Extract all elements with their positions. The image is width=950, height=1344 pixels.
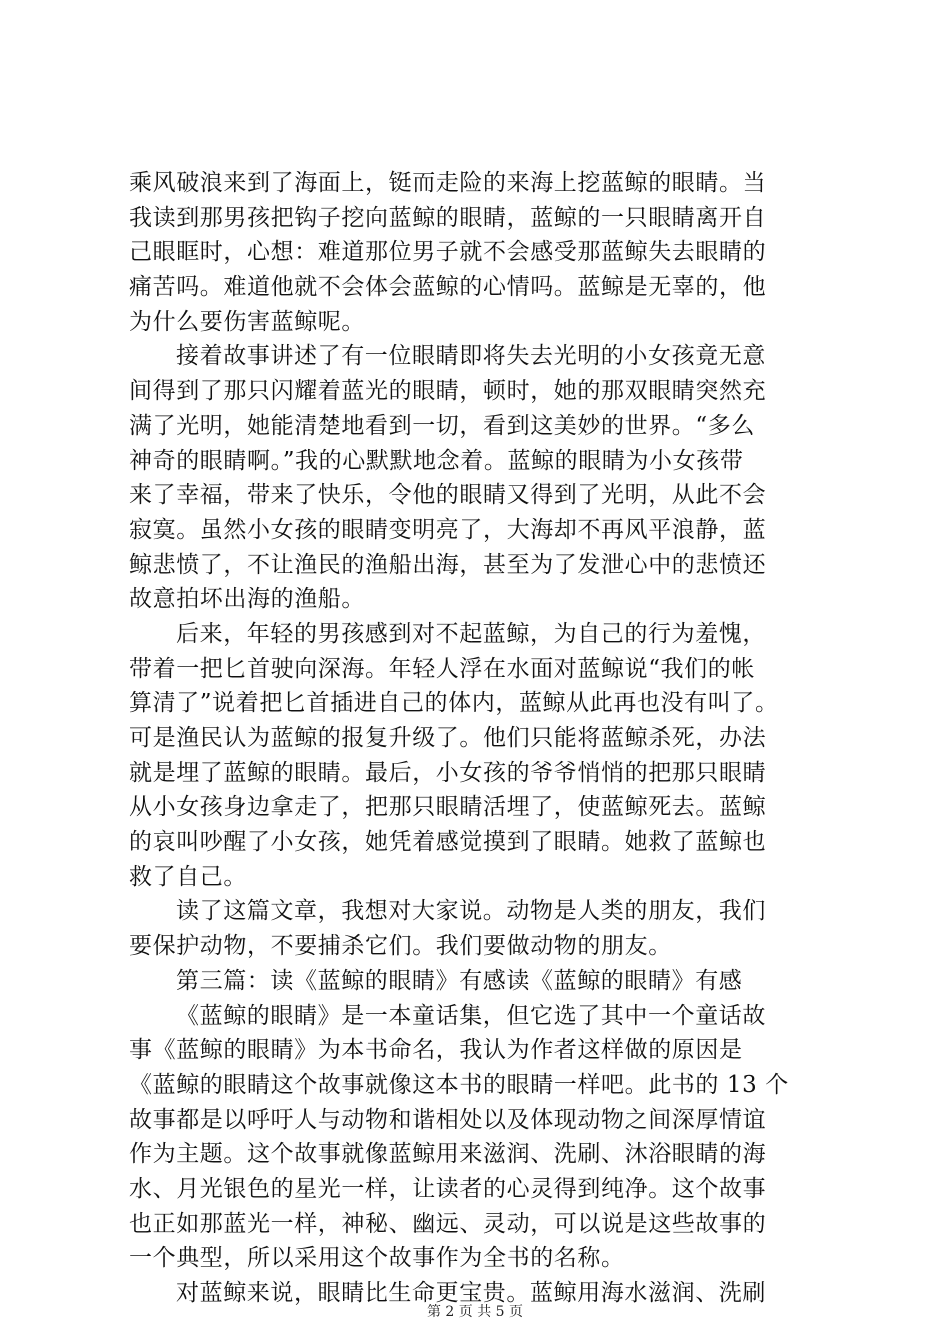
text-line: 从小女孩身边拿走了，把那只眼睛活埋了，使蓝鲸死去。蓝鲸 bbox=[129, 794, 767, 821]
text-line: 《蓝鲸的眼睛这个故事就像这本书的眼睛一样吧。此书的 13 个 bbox=[129, 1071, 789, 1098]
text-line: 来了幸福，带来了快乐，令他的眼睛又得到了光明，从此不会 bbox=[129, 482, 767, 509]
text-line: 对蓝鲸来说，眼睛比生命更宝贵。蓝鲸用海水滋润、洗刷 bbox=[176, 1280, 766, 1306]
text-line: 可是渔民认为蓝鲸的报复升级了。他们只能将蓝鲸杀死，办法 bbox=[129, 725, 767, 751]
text-line: 读了这篇文章，我想对大家说。动物是人类的朋友，我们 bbox=[176, 898, 766, 925]
text-line: 一个典型，所以采用这个故事作为全书的名称。 bbox=[129, 1245, 625, 1272]
text-line: 满了光明，她能清楚地看到一切，看到这美妙的世界。“多么 bbox=[129, 412, 755, 439]
text-line: 水、月光银色的星光一样，让读者的心灵得到纯净。这个故事 bbox=[129, 1175, 767, 1202]
text-line: 乘风破浪来到了海面上，铤而走险的来海上挖蓝鲸的眼睛。当 bbox=[129, 170, 767, 196]
text-line: 后来，年轻的男孩感到对不起蓝鲸，为自己的行为羞愧， bbox=[176, 620, 766, 647]
text-line: 寂寞。虽然小女孩的眼睛变明亮了，大海却不再风平浪静，蓝 bbox=[129, 516, 767, 543]
text-line: 第三篇：读《蓝鲸的眼睛》有感读《蓝鲸的眼睛》有感 bbox=[176, 967, 743, 994]
text-line: 要保护动物，不要捕杀它们。我们要做动物的朋友。 bbox=[129, 933, 672, 960]
text-line: 鲸悲愤了，不让渔民的渔船出海，甚至为了发泄心中的悲愤还 bbox=[129, 551, 767, 578]
text-line: 我读到那男孩把钩子挖向蓝鲸的眼睛，蓝鲸的一只眼睛离开自 bbox=[129, 204, 767, 231]
text-line: 也正如那蓝光一样，神秘、幽远、灵动，可以说是这些故事的 bbox=[129, 1210, 767, 1237]
text-line: 算清了”说着把匕首插进自己的体内，蓝鲸从此再也没有叫了。 bbox=[129, 690, 779, 717]
text-line: 接着故事讲述了有一位眼睛即将失去光明的小女孩竟无意 bbox=[176, 343, 766, 370]
text-line: 故事都是以呼吁人与动物和谐相处以及体现动物之间深厚情谊 bbox=[129, 1106, 767, 1133]
text-line: 作为主题。这个故事就像蓝鲸用来滋润、洗刷、沐浴眼睛的海 bbox=[129, 1141, 767, 1168]
text-line: 的哀叫吵醒了小女孩，她凭着感觉摸到了眼睛。她救了蓝鲸也 bbox=[129, 829, 767, 856]
text-line: 痛苦吗。难道他就不会体会蓝鲸的心情吗。蓝鲸是无辜的，他 bbox=[129, 274, 767, 301]
text-line: 故意拍坏出海的渔船。 bbox=[129, 586, 365, 613]
text-line: 神奇的眼睛啊。”我的心默默地念着。蓝鲸的眼睛为小女孩带 bbox=[129, 447, 744, 474]
text-line: 为什么要伤害蓝鲸呢。 bbox=[129, 308, 365, 335]
text-line: 就是埋了蓝鲸的眼睛。最后，小女孩的爷爷悄悄的把那只眼睛 bbox=[129, 759, 767, 786]
text-line: 己眼眶时，心想：难道那位男子就不会感受那蓝鲸失去眼睛的 bbox=[129, 239, 767, 266]
text-line: 间得到了那只闪耀着蓝光的眼睛，顿时，她的那双眼睛突然充 bbox=[129, 378, 767, 405]
document-body bbox=[129, 166, 835, 1311]
text-line: 《蓝鲸的眼睛》是一本童话集，但它选了其中一个童话故 bbox=[176, 1002, 766, 1029]
page-footer: 第 2 页 共 5 页 bbox=[426, 1304, 524, 1320]
text-line: 救了自己。 bbox=[129, 863, 247, 890]
text-line: 事《蓝鲸的眼睛》为本书命名，我认为作者这样做的原因是 bbox=[129, 1037, 743, 1064]
text-line: 带着一把匕首驶向深海。年轻人浮在水面对蓝鲸说“我们的帐 bbox=[129, 655, 755, 682]
